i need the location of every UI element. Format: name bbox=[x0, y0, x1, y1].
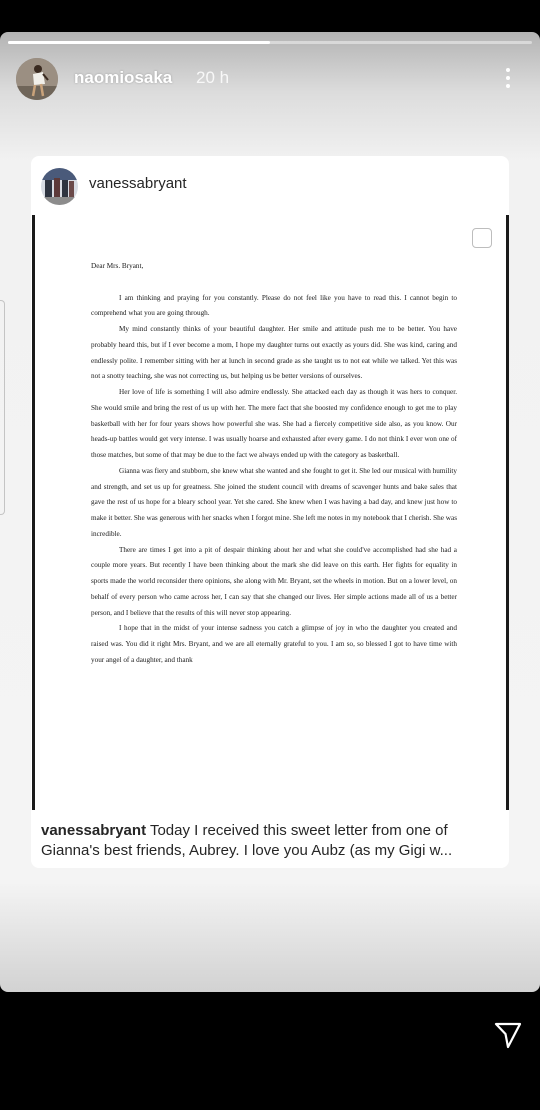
story-timestamp: 20 h bbox=[196, 68, 230, 87]
caption-username[interactable]: vanessabryant bbox=[41, 822, 147, 839]
checkbox-icon[interactable] bbox=[472, 228, 492, 248]
story-progress-bar bbox=[8, 41, 532, 44]
letter-paragraph: I hope that in the midst of your intense sadness you catch a glimpse of joy in who the daughter you created and raised was. You did it right Mrs. Bryant, and we are all eternally grateful to you. I am so, so blessed I got to have time with your angel of a daughter, and thank bbox=[91, 624, 457, 664]
story-frame bbox=[0, 32, 540, 992]
post-username[interactable]: vanessabryant bbox=[89, 175, 187, 192]
send-icon[interactable] bbox=[493, 1020, 523, 1050]
more-vertical-icon[interactable] bbox=[500, 66, 516, 90]
letter-paragraph: My mind constantly thinks of your beautiful daughter. Her smile and attitude push me to be better. You have probably heard this, but if I ever become a mom, I hope my daughter turns out exactly as yours did. She was kind, caring and endlessly polite. I remember sitting with her at lunch in second grade as she taught us to not eat while we talked. Yet this was not a snotty teaching, she was not correcting us, but helping us be better versions of ourselves. bbox=[91, 325, 457, 381]
story-username[interactable]: naomiosaka bbox=[74, 68, 173, 87]
story-progress-fill bbox=[8, 41, 270, 44]
caption-line-2: Gianna's best friends, Aubrey. I love you Aubz (as my Gigi w... bbox=[41, 842, 453, 859]
post-avatar[interactable] bbox=[41, 168, 78, 205]
caption-line-1 bbox=[41, 821, 501, 841]
post-caption[interactable] bbox=[41, 821, 501, 861]
letter-paragraph: There are times I get into a pit of despair thinking about her and what she could've accomplished had she had a couple more years. But recently I have been thinking about the mark she did leave on this earth. Her fights for equality in sports made the world reconsider there opinions, she along with Mr. Bryant, set the wheels in motion. But on a lower level, on behalf of every person who came across her, I can say that she changed our lives. Her simple actions made all of us a better person, and I believe that the results of this will never stop appearing. bbox=[91, 545, 457, 617]
letter-image bbox=[32, 215, 509, 810]
caption-text-1: Today I received this sweet letter from one of bbox=[149, 822, 448, 839]
shared-post-card[interactable] bbox=[31, 156, 509, 868]
scroll-edge bbox=[0, 300, 5, 515]
letter-paragraph: I am thinking and praying for you constantly. Please do not feel like you have to read this. I cannot begin to comprehend what you are going through. bbox=[91, 293, 457, 318]
letter-salutation: Dear Mrs. Bryant, bbox=[91, 262, 144, 270]
letter-paragraph: Gianna was fiery and stubborn, she knew what she wanted and she fought to get it. She led our musical with humility and strength, and set us up for greatness. She joined the student council with dreams of scavenger hunts and bake sales that gave the rest of us hope for a bleary school year. Yet she cared. She knew when I was having a bad day, and knew just how to make it better. She was generous with her snacks when I forgot mine. She left me notes in my notebook that I cherish. She was incredible. bbox=[91, 466, 457, 538]
letter-paragraph: Her love of life is something I will also admire endlessly. She attacked each day as though it was hers to conquer. She would smile and bring the rest of us up with her. The mere fact that she boosted my confidence enough to get me to play basketball with her for four years shows how powerful she was. She had a fiercely competitive side also, as you know. Our heads-up battles would get very intense. I was usually hoarse and exhausted after every game. I do not think I ever won one of those matches, but some of that may be due to the fact we always ended up with the category as basketball. bbox=[91, 388, 457, 459]
avatar[interactable] bbox=[16, 58, 58, 100]
letter-text bbox=[91, 259, 457, 669]
